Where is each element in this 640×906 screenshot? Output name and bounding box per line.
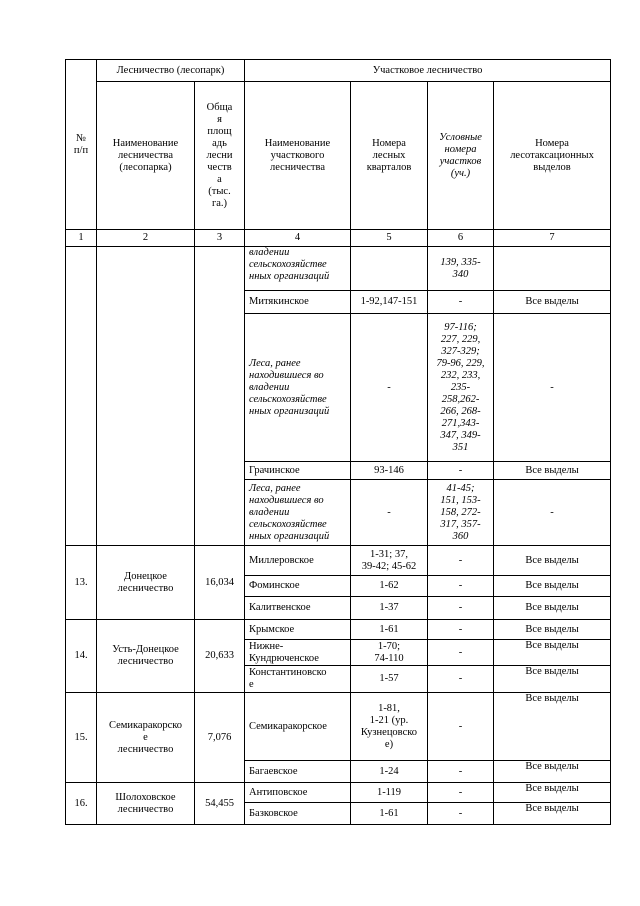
- empty-num-cell: [66, 247, 97, 546]
- forestry-table: [65, 59, 611, 825]
- empty-area-cell: [195, 247, 245, 546]
- quarters-cell: 1-119: [351, 783, 428, 803]
- forestry-name-cell: Усть-Донецкое лесничество: [97, 620, 195, 693]
- header-num: № п/п: [66, 60, 97, 230]
- group-num-cell: 16.: [66, 783, 97, 825]
- allotments-cell: Все выделы: [494, 597, 611, 620]
- column-number: 7: [494, 230, 611, 247]
- column-number-row: [66, 230, 611, 247]
- allotments-cell: Все выделы: [494, 462, 611, 480]
- table-row: [66, 546, 611, 576]
- district-name-cell: Калитвенское: [245, 597, 351, 620]
- header-plots: Условные номера участков (уч.): [428, 82, 494, 230]
- header-forestry-name: Наименование лесничества (лесопарка): [97, 82, 195, 230]
- allotments-cell: Все выделы: [494, 761, 611, 783]
- district-name-cell: Леса, ранее находившиеся во владении сельскохозяйстве нных организаций: [245, 314, 351, 462]
- quarters-cell: 1-62: [351, 576, 428, 597]
- quarters-cell: 1-24: [351, 761, 428, 783]
- header-district-name: Наименование участкового лесничества: [245, 82, 351, 230]
- district-name-cell: Семикаракорское: [245, 693, 351, 761]
- quarters-cell: 1-31; 37, 39-42; 45-62: [351, 546, 428, 576]
- group-num-cell: 14.: [66, 620, 97, 693]
- plots-cell: 97-116; 227, 229, 327-329; 79-96, 229, 232, 233, 235- 258,262- 266, 268- 271,343- 347, 349- 351: [428, 314, 494, 462]
- allotments-cell: [494, 247, 611, 291]
- allotments-cell: Все выделы: [494, 620, 611, 640]
- allotments-cell: Все выделы: [494, 783, 611, 803]
- column-number: 6: [428, 230, 494, 247]
- quarters-cell: 93-146: [351, 462, 428, 480]
- forestry-name-cell: Семикаракорско е лесничество: [97, 693, 195, 783]
- quarters-cell: 1-70; 74-110: [351, 640, 428, 666]
- quarters-cell: -: [351, 480, 428, 546]
- allotments-cell: Все выделы: [494, 666, 611, 693]
- table-row: [66, 783, 611, 803]
- plots-cell: -: [428, 620, 494, 640]
- district-name-cell: Леса, ранее находившиеся во владении сельскохозяйстве нных организаций: [245, 480, 351, 546]
- forestry-area-cell: 54,455: [195, 783, 245, 825]
- plots-cell: -: [428, 803, 494, 825]
- plots-cell: 41-45; 151, 153- 158, 272- 317, 357- 360: [428, 480, 494, 546]
- quarters-cell: 1-57: [351, 666, 428, 693]
- header-quarters: Номера лесных кварталов: [351, 82, 428, 230]
- district-name-cell: Нижне- Кундрюченское: [245, 640, 351, 666]
- allotments-cell: Все выделы: [494, 693, 611, 761]
- quarters-cell: 1-61: [351, 803, 428, 825]
- forestry-area-cell: 16,034: [195, 546, 245, 620]
- column-number: 3: [195, 230, 245, 247]
- header-total-area: Обща я площ адь лесни честв а (тыс. га.): [195, 82, 245, 230]
- district-name-cell: Багаевское: [245, 761, 351, 783]
- allotments-cell: Все выделы: [494, 640, 611, 666]
- allotments-cell: -: [494, 314, 611, 462]
- forestry-area-cell: 20,633: [195, 620, 245, 693]
- district-name-cell: Миллеровское: [245, 546, 351, 576]
- district-name-cell: Крымское: [245, 620, 351, 640]
- district-name-cell: владении сельскохозяйстве нных организаций: [245, 247, 351, 291]
- table-row: [66, 693, 611, 761]
- quarters-cell: 1-61: [351, 620, 428, 640]
- column-number: 1: [66, 230, 97, 247]
- allotments-cell: -: [494, 480, 611, 546]
- district-name-cell: Грачинское: [245, 462, 351, 480]
- forestry-area-cell: 7,076: [195, 693, 245, 783]
- empty-forestry-cell: [97, 247, 195, 546]
- header-allotments: Номера лесотаксационных выделов: [494, 82, 611, 230]
- header-district-group: Участковое лесничество: [245, 60, 611, 82]
- table-row: [66, 247, 611, 291]
- district-name-cell: Константиновско е: [245, 666, 351, 693]
- allotments-cell: Все выделы: [494, 576, 611, 597]
- plots-cell: -: [428, 291, 494, 314]
- forestry-name-cell: Шолоховское лесничество: [97, 783, 195, 825]
- plots-cell: -: [428, 693, 494, 761]
- plots-cell: -: [428, 640, 494, 666]
- column-number: 5: [351, 230, 428, 247]
- plots-cell: -: [428, 546, 494, 576]
- plots-cell: -: [428, 462, 494, 480]
- quarters-cell: -: [351, 314, 428, 462]
- group-num-cell: 15.: [66, 693, 97, 783]
- quarters-cell: [351, 247, 428, 291]
- table-row: [66, 620, 611, 640]
- district-name-cell: Фоминское: [245, 576, 351, 597]
- header-forestry-group: Лесничество (лесопарк): [97, 60, 245, 82]
- plots-cell: -: [428, 666, 494, 693]
- plots-cell: -: [428, 761, 494, 783]
- plots-cell: 139, 335- 340: [428, 247, 494, 291]
- quarters-cell: 1-92,147-151: [351, 291, 428, 314]
- allotments-cell: Все выделы: [494, 291, 611, 314]
- allotments-cell: Все выделы: [494, 546, 611, 576]
- allotments-cell: Все выделы: [494, 803, 611, 825]
- district-name-cell: Базковское: [245, 803, 351, 825]
- plots-cell: -: [428, 783, 494, 803]
- district-name-cell: Антиповское: [245, 783, 351, 803]
- plots-cell: -: [428, 576, 494, 597]
- plots-cell: -: [428, 597, 494, 620]
- quarters-cell: 1-81, 1-21 (ур. Кузнецовско е): [351, 693, 428, 761]
- forestry-name-cell: Донецкое лесничество: [97, 546, 195, 620]
- group-num-cell: 13.: [66, 546, 97, 620]
- column-number: 2: [97, 230, 195, 247]
- district-name-cell: Митякинское: [245, 291, 351, 314]
- quarters-cell: 1-37: [351, 597, 428, 620]
- column-number: 4: [245, 230, 351, 247]
